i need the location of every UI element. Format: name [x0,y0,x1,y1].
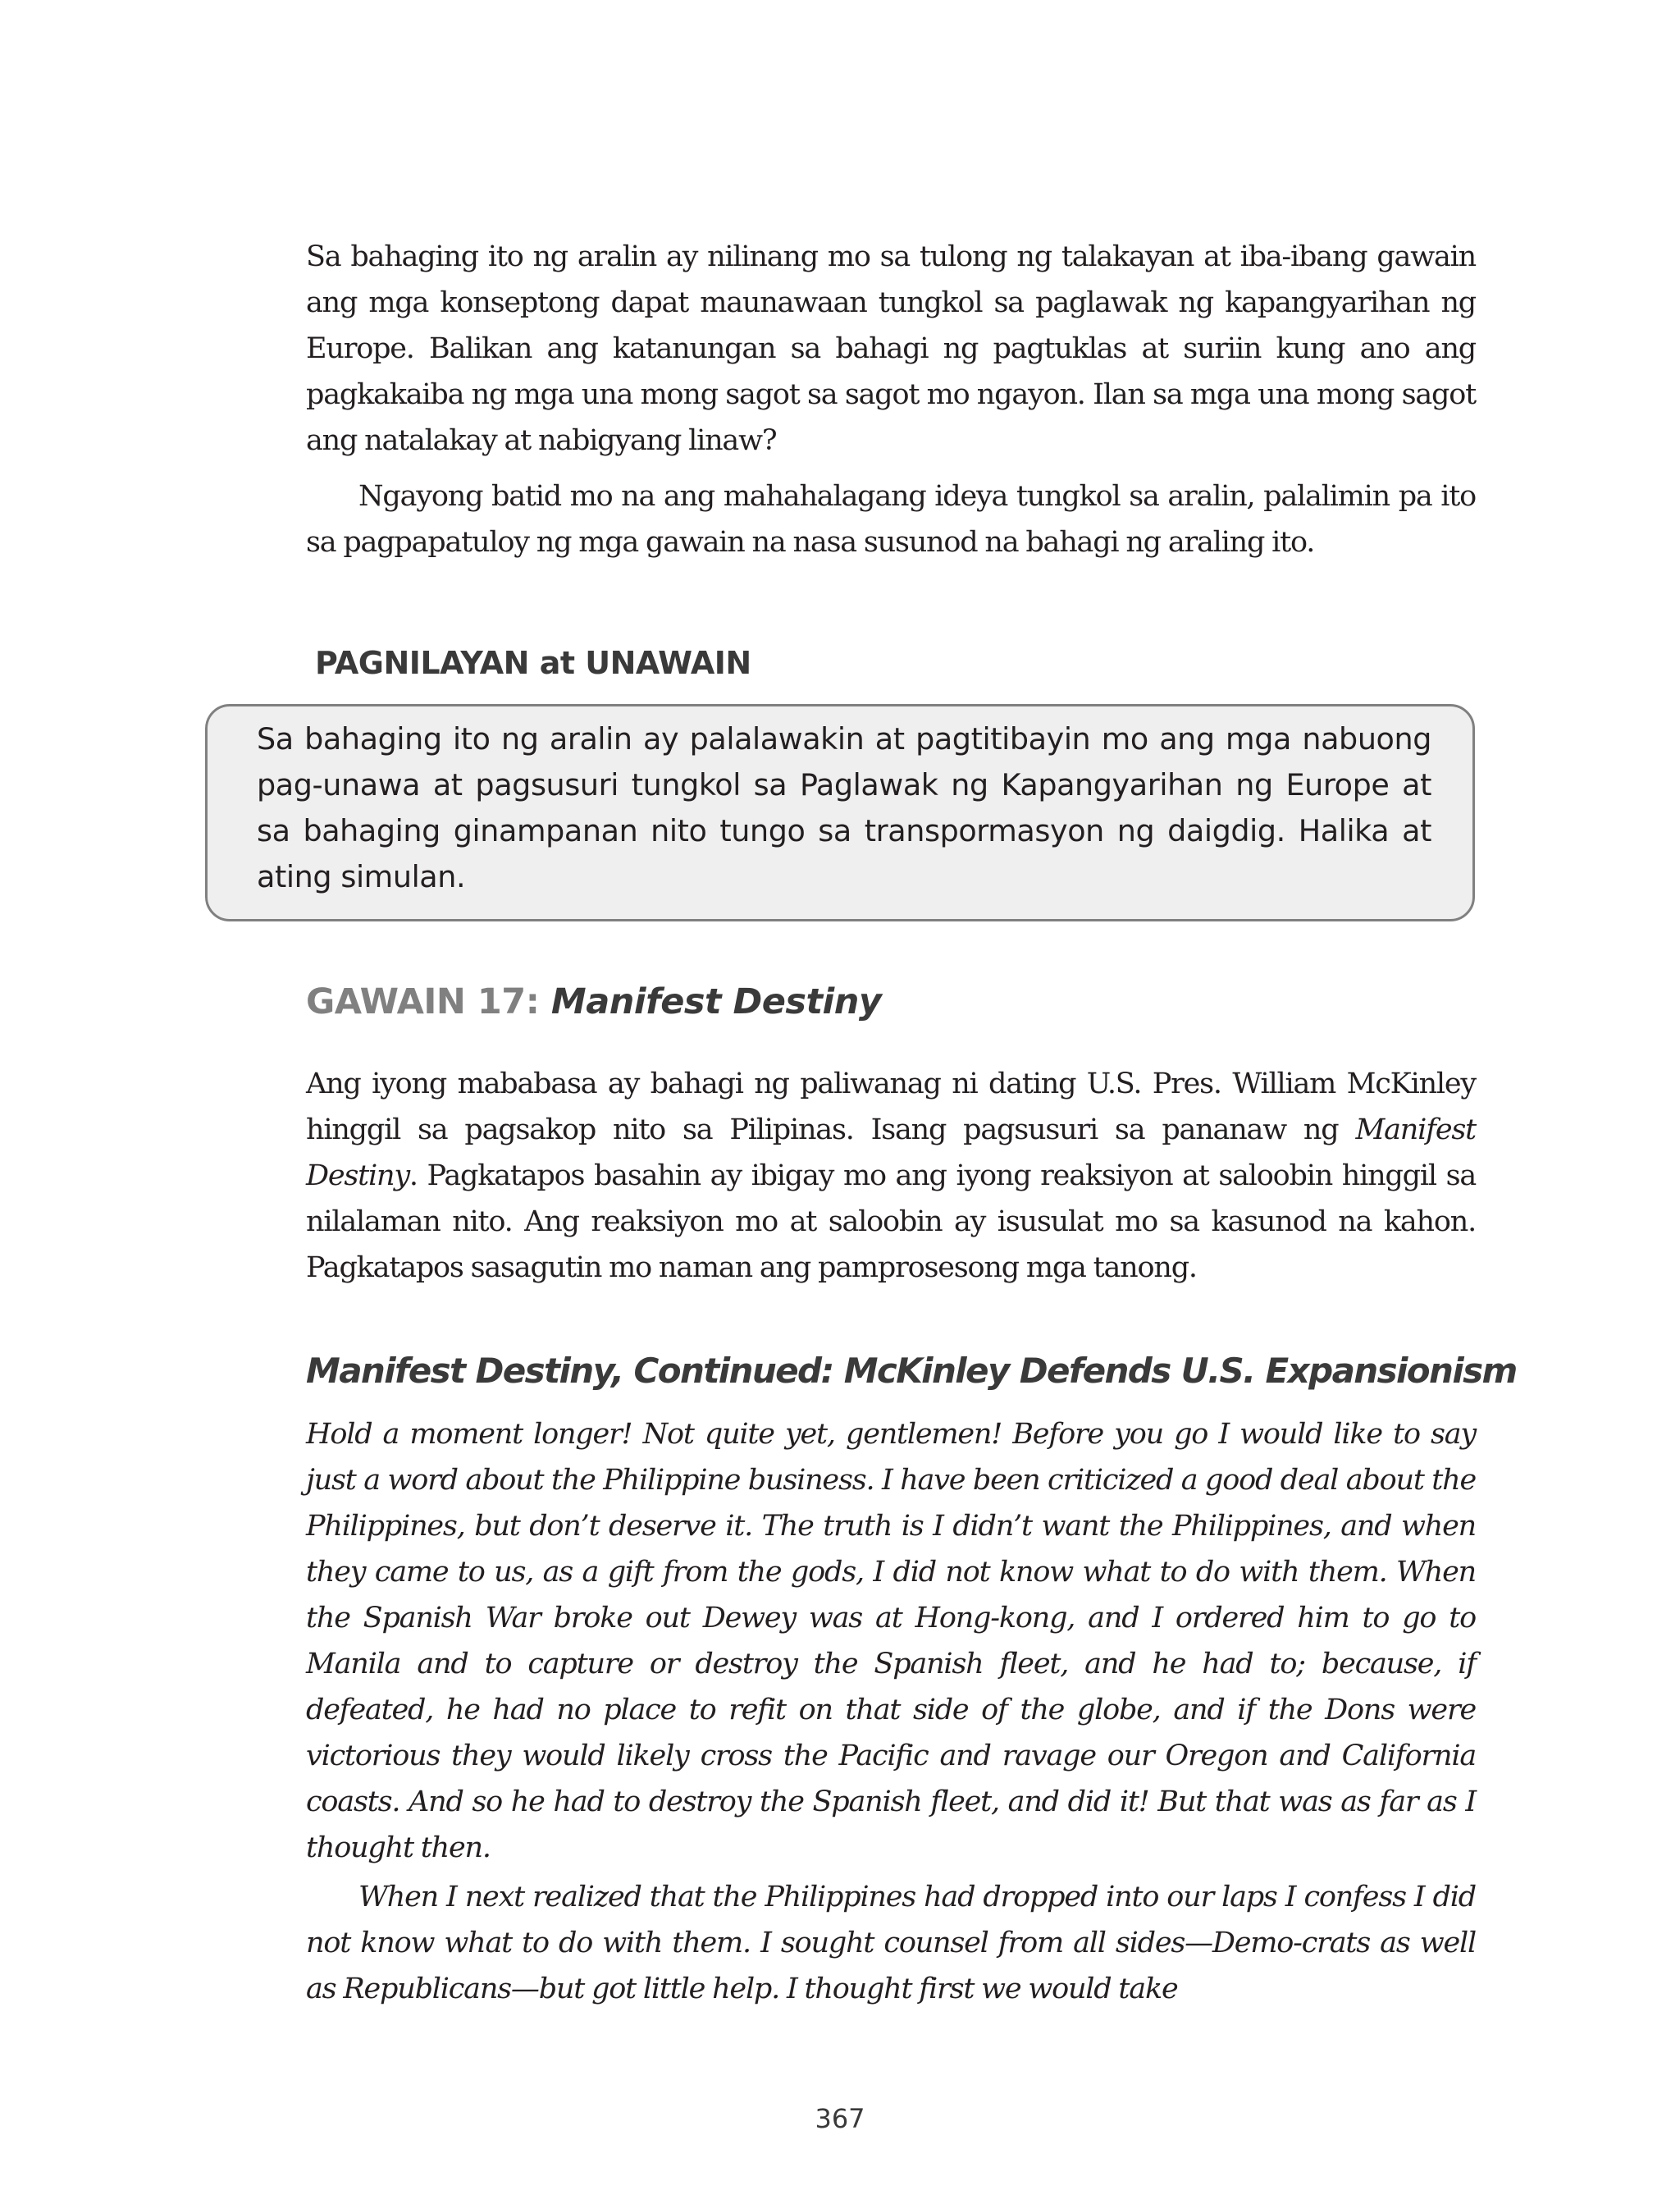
activity-instructions-part-2: . Pagkatapos basahin ay ibigay mo ang iyong reaksiyon at saloobin hinggil sa nilalaman nito. Ang reaksiyon mo at saloobin ay isusulat mo sa kasunod na kahon. Pagkatapos sasagutin mo naman ang pamprosesong mga tanong. [306,1159,1476,1284]
activity-title: Manifest Destiny [550,981,882,1022]
page-number: 367 [815,2103,865,2134]
activity-instructions-part-1: Ang iyong mababasa ay bahagi ng paliwanag ni dating U.S. Pres. William McKinley hinggil sa pagsakop nito sa Pilipinas. Isang pagsusuri sa pananaw ng [306,1068,1476,1146]
section-intro-text: Sa bahaging ito ng aralin ay palalawakin at pagtitibayin mo ang mga nabuong pag-unawa at pagsusuri tungkol sa Paglawak ng Kapangyarihan ng Europe at sa bahaging ginampanan nito tungo sa transpormasyon ng daigdig. Halika at ating simulan. [257,721,1431,894]
reading-title: Manifest Destiny, Continued: McKinley Defends U.S. Expansionism [306,1351,1517,1391]
section-intro-box [205,704,1475,921]
activity-instructions-emphasis: Manifest Destiny [306,1113,1476,1192]
activity-instructions [306,1061,1476,1291]
reading-paragraph-2: When I next realized that the Philippines had dropped into our laps I confess I did not know what to do with them. I sought counsel from all sides—Demo-crats as well as Republicans—but got little help. I thought first we would take [306,1881,1476,2005]
intro-paragraph-1: Sa bahaging ito ng aralin ay nilinang mo sa tulong ng talakayan at iba-ibang gawain ang mga konseptong dapat maunawaan tungkol sa paglawak ng kapangyarihan ng Europe. Balikan ang katanungan sa bahagi ng pagtuklas at suriin kung ano ang pagkakaiba ng mga una mong sagot sa sagot mo ngayon. Ilan sa mga una mong sagot ang natalakay at nabigyang linaw? [306,240,1476,457]
reading-paragraph-1: Hold a moment longer! Not quite yet, gentlemen! Before you go I would like to say just a word about the Philippine business. I have been criticized a good deal about the Philippines, but don’t deserve it. The truth is I didn’t want the Philippines, and when they came to us, as a gift from the gods, I did not know what to do with them. When the Spanish War broke out Dewey was at Hong-kong, and I ordered him to go to Manila and to capture or destroy the Spanish fleet, and he had to; because, if defeated, he had no place to refit on that side of the globe, and if the Dons were victorious they would likely cross the Pacific and ravage our Oregon and California coasts. And so he had to destroy the Spanish fleet, and did it! But that was as far as I thought then. [306,1418,1476,1864]
intro-paragraph-2: Ngayong batid mo na ang mahahalagang ideya tungkol sa aralin, palalimin pa ito sa pagpapatuloy ng mga gawain na nasa susunod na bahagi ng araling ito. [306,480,1476,559]
activity-heading [306,981,881,1022]
section-heading: PAGNILAYAN at UNAWAIN [315,645,751,681]
activity-label: GAWAIN 17: [306,981,540,1022]
